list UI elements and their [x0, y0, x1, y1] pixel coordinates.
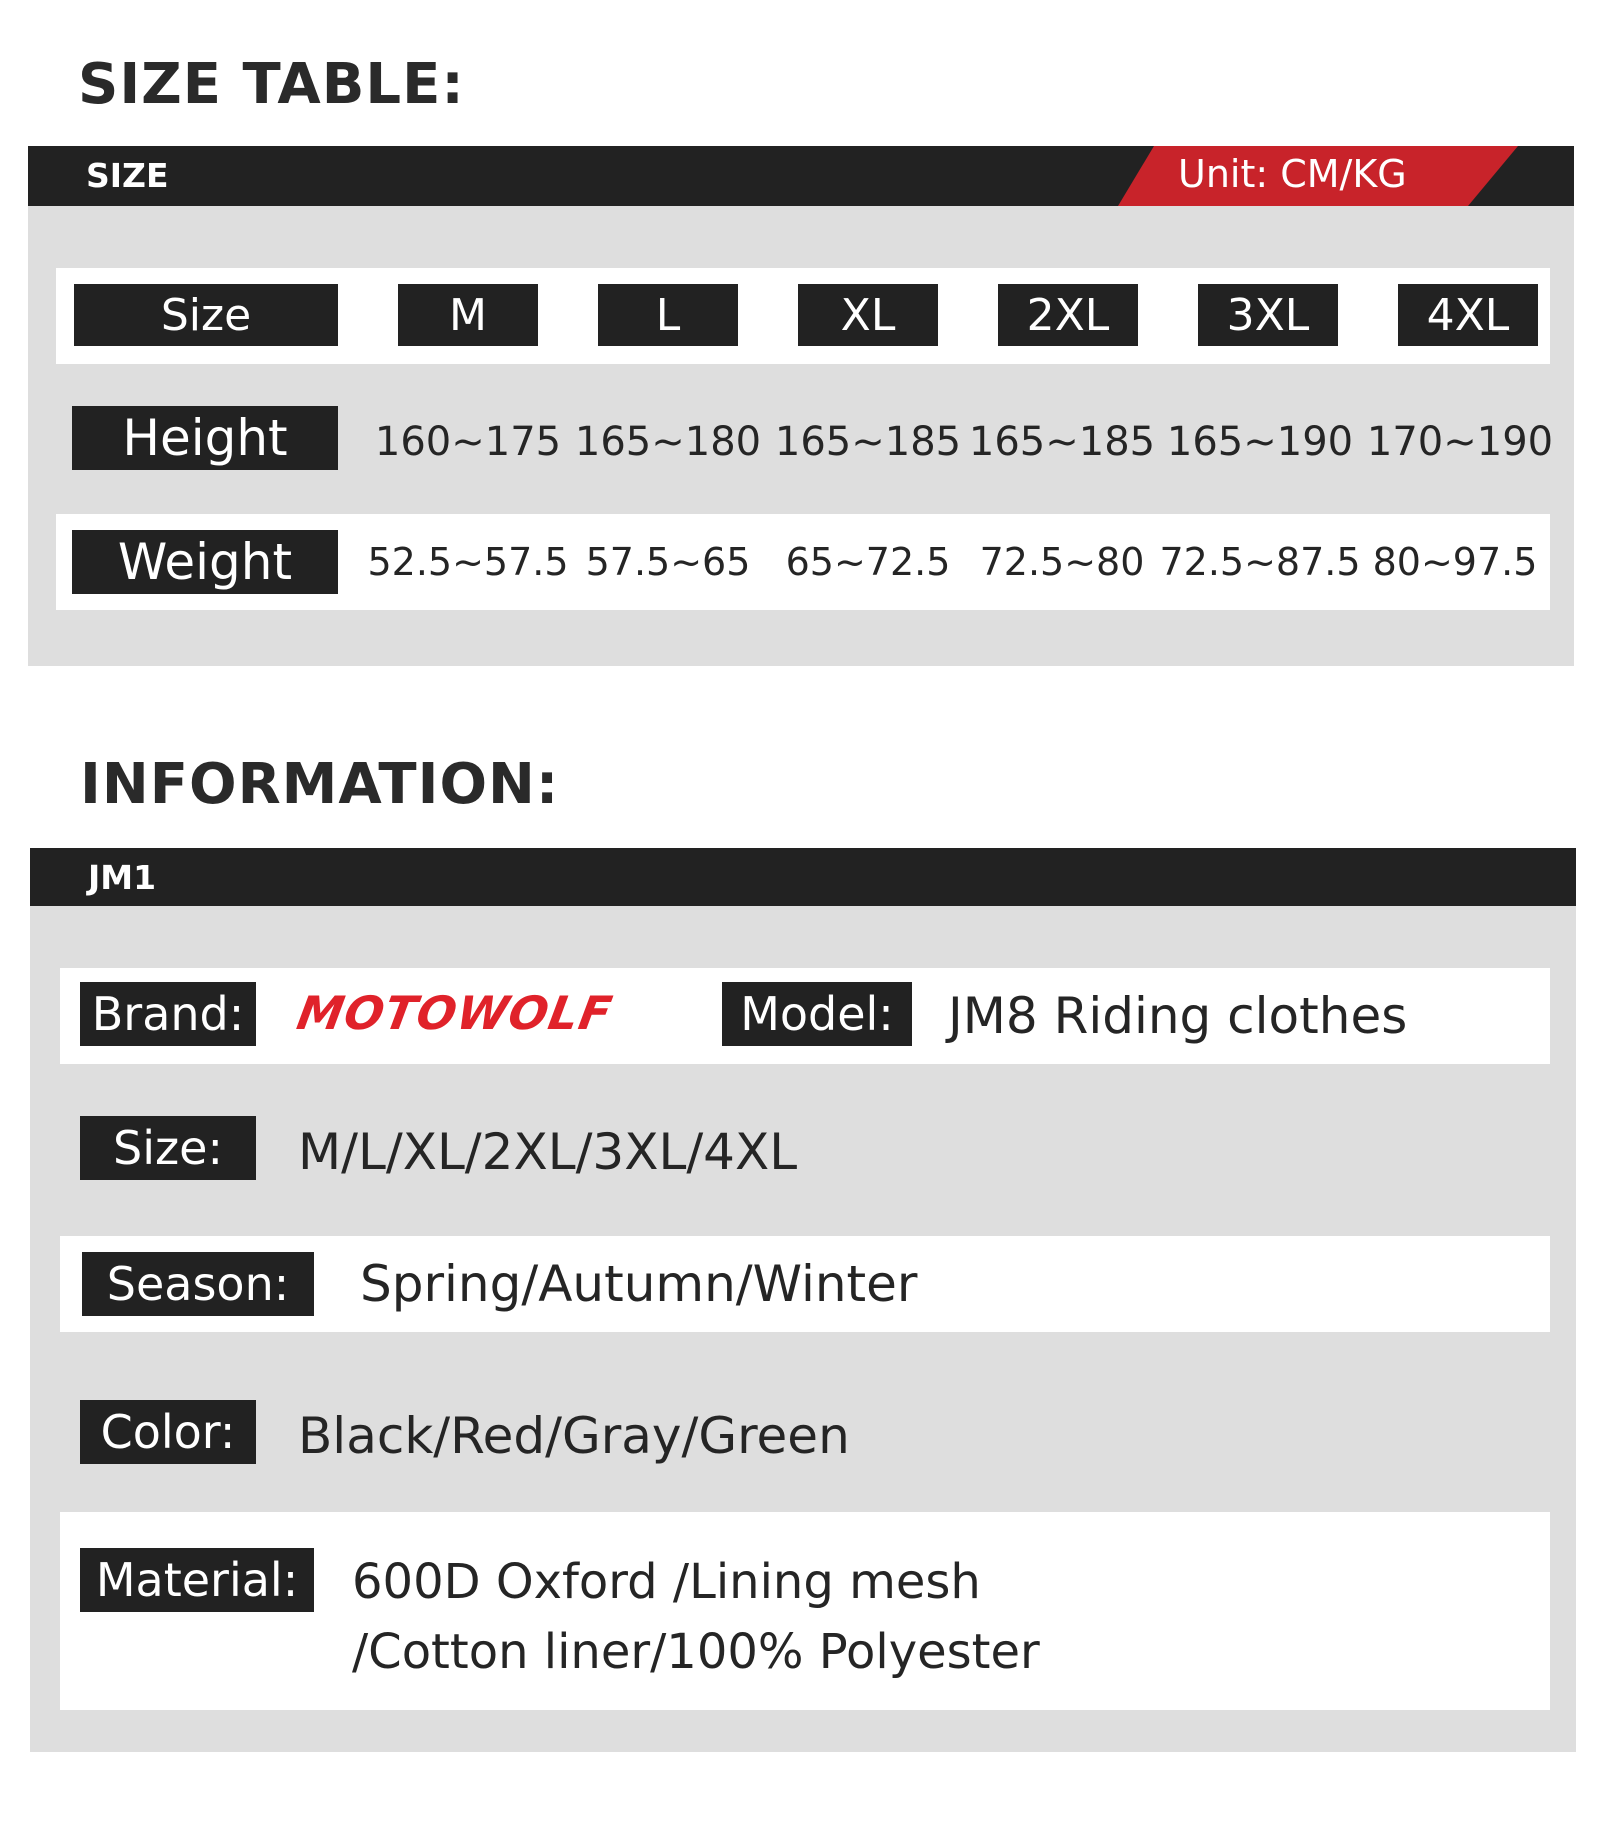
height-cell: 165~190 — [1166, 419, 1354, 465]
model-value: JM8 Riding clothes — [948, 987, 1408, 1045]
brand-label: Brand: — [80, 982, 256, 1046]
info-bar-label: JM1 — [88, 858, 157, 897]
material-value-line2: /Cotton liner/100% Polyester — [352, 1624, 1040, 1680]
model-label: Model: — [722, 982, 912, 1046]
size-table-heading: SIZE TABLE: — [78, 52, 465, 117]
weight-cell: 52.5~57.5 — [367, 540, 569, 584]
material-value-line1: 600D Oxford /Lining mesh — [352, 1554, 981, 1610]
color-value: Black/Red/Gray/Green — [298, 1407, 850, 1465]
size-bar-label: SIZE — [86, 156, 169, 195]
size-cell: 3XL — [1198, 284, 1338, 346]
weight-cell: 72.5~87.5 — [1159, 540, 1361, 584]
weight-cell: 72.5~80 — [979, 540, 1145, 584]
size-header-bar — [28, 146, 1574, 206]
size-cell: XL — [798, 284, 938, 346]
height-cell: 165~185 — [774, 419, 962, 465]
size-cell: 2XL — [998, 284, 1138, 346]
size-cell: M — [398, 284, 538, 346]
size-row-label: Size — [74, 284, 338, 346]
height-cell: 170~190 — [1366, 419, 1554, 465]
height-cell: 165~185 — [968, 419, 1156, 465]
weight-row-label: Weight — [72, 530, 338, 594]
information-heading: INFORMATION: — [80, 752, 560, 817]
weight-cell: 57.5~65 — [585, 540, 751, 584]
height-row-label: Height — [72, 406, 338, 470]
season-value: Spring/Autumn/Winter — [360, 1255, 918, 1313]
season-label: Season: — [82, 1252, 314, 1316]
color-label: Color: — [80, 1400, 256, 1464]
material-label: Material: — [80, 1548, 314, 1612]
size-cell: L — [598, 284, 738, 346]
unit-label: Unit: CM/KG — [1178, 152, 1407, 196]
weight-cell: 65~72.5 — [785, 540, 951, 584]
size-info-label: Size: — [80, 1116, 256, 1180]
weight-cell: 80~97.5 — [1372, 540, 1538, 584]
height-cell: 165~180 — [574, 419, 762, 465]
motowolf-logo — [293, 986, 617, 1040]
size-info-value: M/L/XL/2XL/3XL/4XL — [298, 1123, 798, 1181]
info-header-bar — [30, 848, 1576, 906]
size-cell: 4XL — [1398, 284, 1538, 346]
height-cell: 160~175 — [374, 419, 562, 465]
motowolf-logo-text: MOTOWOLF — [293, 986, 617, 1040]
